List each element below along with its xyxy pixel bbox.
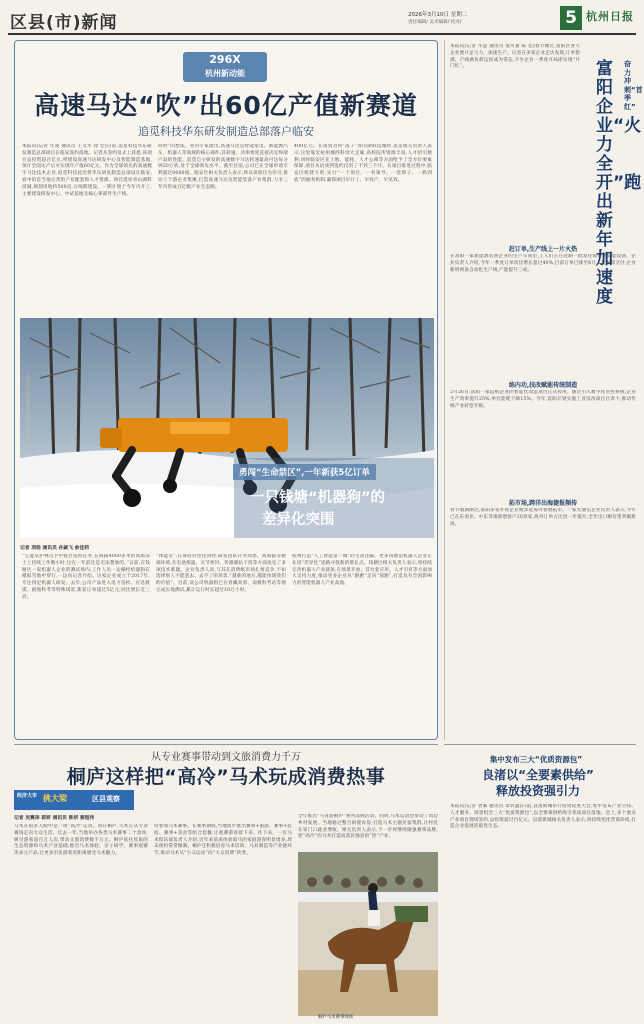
liangzhu-headline-line-1: 良渚以“全要素供给” — [482, 768, 594, 782]
photo-overlay-headline-line-1: 一只钱塘“机器狗”的 — [250, 490, 386, 506]
feature-badge-label: 杭州新动能 — [205, 69, 245, 78]
issue-date: 2026年3月10日 星期二 — [408, 12, 468, 18]
page-number: 5 — [560, 6, 582, 30]
photo-credit: 记者 项杨 通讯员 孙颖飞 俞佳莉 — [20, 545, 90, 551]
column-divider — [444, 40, 445, 740]
column-badge-prefix: 经济大市 — [17, 793, 38, 799]
feature-body-column-3: 400亿元。在谈到为何“落子”青山湖科技城时,追觅相关负责人表示,这里靠近杭州城西科创大走廊,高校院所资源丰富,人才招引便利;同时临安区在土地、能耗、人才公寓等方面给予了全方位要素保障,项目从洽谈到签约仅用了不到三个月。在项目推进过程中,临安区组建专班,实行“一个项目、一名领导、一套班子、一抓到底”的服务机制,确保项目早开工、早投产、早见效。 — [294, 144, 432, 183]
fuyang-subhead-tech: 练内功,技改赋能传统制造 — [508, 382, 578, 389]
robot-dog-body-column-3: 杭州打造“人工智能第一城”的生动注脚。更多钱塘造机器人企业正在用“差异化”思路寻找新的增长点。钱塘区相关负责人表示,将持续完善机器人产业链条,在场景开放、首台套应用、人才引育等方面加大支持力度,推动更多企业从“跟跑”走向“领跑”,打造具有全国影响力的智能机器人产业高地。 — [292, 554, 432, 587]
tonglu-kicker: 从专业赛事带动到文旅消费力千万 — [151, 752, 301, 763]
tonglu-body-column-2: 持参加马术赛事。在赛事期间,当地同步推出赛事+旅游、赛事+民宿、赛事+美食等组合套餐,让观赛游客留下来、住下来。一位马术俱乐部负责人介绍,近年来前来体验骑马的家庭游客明显增多,周末预约常常爆满。桐庐还积极培育马术培训、马具制造等产业链环节,推动马术从“小众运动”向“大众消费”转变。 — [154, 824, 292, 857]
feature-badge-number: 296X — [209, 53, 241, 66]
fuyang-intro: 本报讯(记者 华慧 通讯员 童可嘉 陈 佳)春节刚过,富阳区各大企业便开足马力、加速生产。记者在多家企业走访发现,订单饱满、产线满负荷运转成为常态,不少企业一季度开局即实现“开门红”。 — [450, 44, 580, 70]
tonglu-headline: 桐庐这样把“高冷”马术玩成消费热事 — [66, 766, 386, 788]
section-title: 区县(市)新闻 — [10, 13, 118, 33]
feature-body-column-1: 本报讯(记者 年凌 通讯员 王文华 徐 宏)日前,追觅科技华东研发制造总部项目在临安签约落地。记者从签约仪式上获悉,该项目总投资超百亿元,将建设高速马达研发中心及智能制造基地,预计全面达产后可实现年产值60亿元。作为全球领先的高速数字马达技术企业,追觅科技此次将华东研发制造总部设在临安,看中的是当地完善的产业配套和人才资源。项目选址青山湖科技城,规划用地约500亩,分两期建设。一期计划于今年内开工,主要建设研发中心、中试基地及核心零部件生产线。 — [22, 144, 152, 197]
tonglu-body-column-3: 全年推出“马背游桐庐”系列品牌活动。同时,马术运动也带动了周边乡村发展。当地通过整合闲置农房,打造马术主题民宿集群,让村民在家门口就业增收。相关负责人表示,下一步将继续做强赛事品牌,把“高冷”的马术打造成富民强县的“热”产业。 — [298, 814, 438, 840]
right-bottom-rule — [444, 744, 636, 745]
tonglu-credit: 记者 吴赛泽 郭妍 通讯员 陈妍 蔡程伟 — [14, 815, 95, 821]
robot-dog-body-column-2: “体能差”,在保持轻型化同时,研发团队针对高寒、高海拔等极端环境,在电池保温、关节密封、传感器抗干扰等方面攻克了多项技术难题。企业负责人说,与其在消费级市场扎堆竞争,不如选择别人不愿意去、去不了的场景,“越难的地方,越能体现我们的价值”。目前,该公司机器狗已在青藏高原、南极科考站等地完成实地测试,累计运行时长超过10万小时。 — [156, 554, 286, 593]
fuyang-subhead-market: 拓市场,跨洋出海捷报频传 — [508, 500, 578, 507]
liangzhu-kicker: 集中发布三大“优质资源包” — [489, 755, 583, 764]
fuyang-headline: 富阳企业“火力全开”跑出新年加速度 — [596, 59, 642, 307]
editor-credits: 责任编辑/ 美术编辑/ 校对/ — [408, 20, 462, 25]
fuyang-market-text: 春节假期刚过,富阳多家外贸企业便奔赴海外参展拓市。一家光通信企业负责人表示,今年已在东南亚、中东等地新增客户20余家,海外订单占比进一步提升,全年出口额有望突破新高。 — [450, 508, 636, 527]
fuyang-subhead-orders: 赶订单,生产线上一片火热 — [508, 246, 578, 253]
fuyang-kicker: 奋力冲刺“首季红” — [624, 60, 643, 111]
liangzhu-body: 本报讯(记者 曾素 通讯员 余玖鑫)日前,良渚新城举行投资促进大会,集中发布产业空间、人才服务、场景机会三大“优质资源包”,以全要素供给吸引优质项目落地。会上,多个重点产业项目现场签约,总投资超过百亿元。良渚新城相关负责人表示,将持续优化营商环境,打造企业发展的最优生态。 — [450, 804, 636, 830]
photo-overlay-headline-line-2: 差异化突围 — [262, 512, 335, 528]
feature-subheadline: 追觅科技华东研发制造总部落户临安 — [138, 125, 314, 138]
feature-body-column-2: 同时”的想法。业内专家指出,高速马达是智能家电、新能源汽车、机器人等领域的核心部件,其转速、功率密度直接决定终端产品的性能。追觅自主研发的高速数字马达转速最高可达每分钟20万转,处于全球领先水平。截至目前,公司已在全球申请专利超过6000项。临安区相关负责人表示,将以该项目为牵引,推动上下游企业集聚,打造高速马达及智能装备产业集群,力争三年内形成百亿级产业生态圈。 — [158, 144, 288, 190]
column-badge-suffix: 区县观察 — [92, 795, 120, 803]
masthead-rule — [8, 33, 636, 35]
feature-headline: 高速马达“吹”出60亿产值新赛道 — [34, 91, 418, 120]
fuyang-orders-text: 在富阳一家新能源装备企业的生产车间里,工人们正在赶制一批发往海外的储能设备。企业负责人介绍,今年一季度订单同比增长超过40%,目前订单已排至6月。为保障交付,企业新增两条自动化生产线,产能提升三成。 — [450, 254, 636, 273]
photo-overlay-kicker: 勇闯“生命禁区”,一年新获5亿订单 — [233, 464, 376, 480]
column-badge-main: 挑大梁 — [43, 794, 67, 803]
photo-side-caption: 云深处科技机器狗在雪地中进行测试 — [25, 372, 30, 444]
equestrian-photo-caption: 桐庐马术赛事现场 — [318, 1015, 354, 1020]
bottom-rule — [14, 744, 438, 745]
fuyang-tech-text: 2月26日,富阳一家造纸企业的智能化改造项目正式投用。通过引入数字化管控系统,企业生产效率提升25%,单位能耗下降15%。今年,富阳计划实施工业技改项目百余个,推动传统产业转型升级。 — [450, 390, 636, 409]
tonglu-body-column-1: 马术在很多人眼中是一项“高冷”运动。而在桐庐,马术正从专业赛场走向大众生活。过去一年,当地举办各类马术赛事二十余场,吸引游客超百万人次,带动文旅消费数千万元。桐庐依托优质的生态资源和马术产业基础,推出马术体验、亲子研学、赛事观赛等多元产品,让更多市民游客近距离感受马术魅力。 — [14, 824, 148, 857]
newspaper-name: 杭州日报 — [586, 10, 634, 23]
robot-dog-body-column-1: “它能从护林员手中接过巡检任务,在海拔4000多米的高原冻土上持续工作数小时,这在一年前还是无法想象的。”日前,在钱塘区一家机器人企业的测试场内,工作人员一边操控机器狗在模拟雪地中穿行,一边向记者介绍。这家企业成立于2017年,专注四足机器人研发。去年,公司产品进入电力巡检、应急救援、极地科考等特殊场景,新获订单超过5亿元,同比增长近三倍。 — [22, 554, 150, 600]
liangzhu-headline-line-2: 释放投资强引力 — [495, 784, 580, 798]
equestrian-photo — [298, 852, 438, 1016]
